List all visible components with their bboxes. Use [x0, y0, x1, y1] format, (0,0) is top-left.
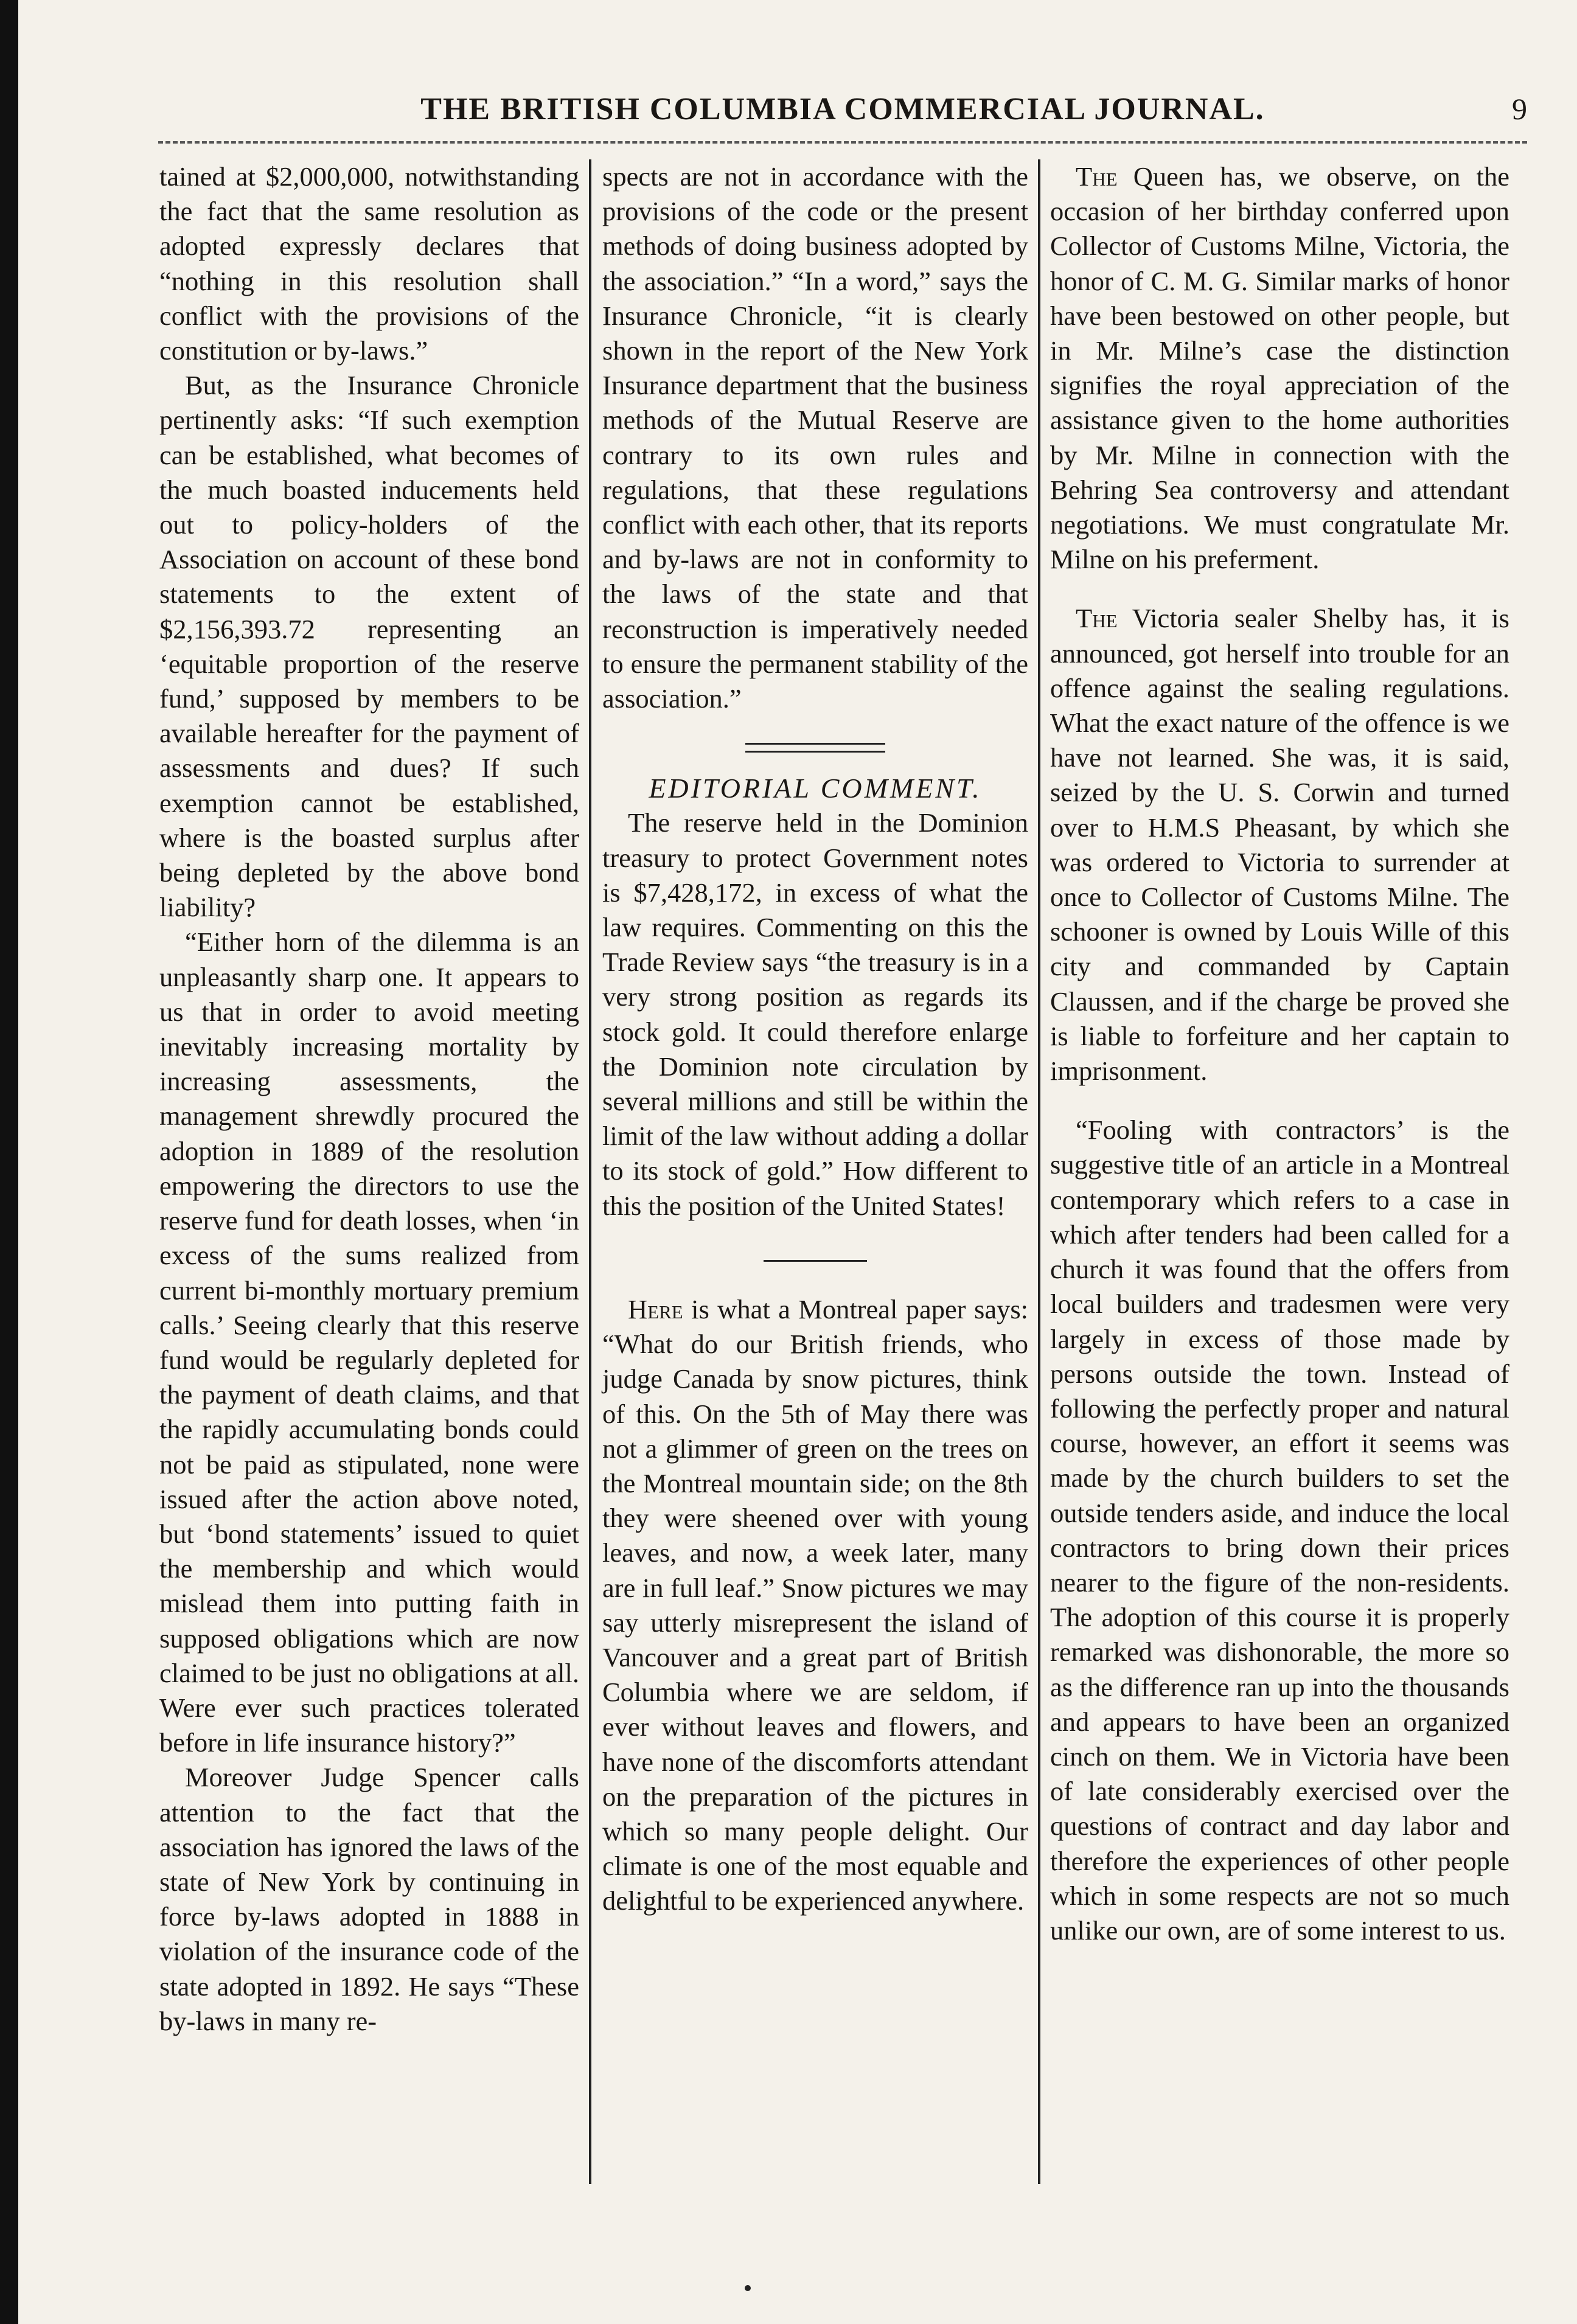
paragraph	[602, 1292, 1028, 1919]
paragraph	[1050, 601, 1509, 1088]
column-1	[159, 159, 579, 2184]
paragraph-lead: The	[1076, 603, 1118, 634]
section-divider	[745, 743, 885, 753]
paragraph-text: is what a Montreal paper says: “What do our British friends, who judge Canada by snow pictures, think of this. On the 5th of May there was not a glimmer of green on the trees on the Montreal mountain side; on the 8th they were sheened over with young leaves, and now, a week later, many are in full leaf.” Snow pictures we may say utterly misrepresent the island of Vancouver and a great part of British Columbia where we are seldom, if ever without leaves and flowers, and have none of the discomforts attendant on the preparation of the pictures in which so many people delight. Our climate is one of the most equable and delightful to be experienced anywhere.	[602, 1293, 1028, 1916]
paragraph: The reserve held in the Dominion treasury to protect Government notes is $7,428,172, in excess of what the law requires. Commenting on this the Trade Review says “the treasury is in a very strong position as regards its stock gold. It could therefore enlarge the Dominion note circulation by several millions and still be within the limit of the law without adding a dollar to its stock of gold.” How different to this the position of the United States!	[602, 807, 1028, 1221]
column-divider	[1038, 159, 1040, 2184]
paragraph: “Either horn of the dilemma is an unpleasantly sharp one. It appears to us that in order to avoid meeting inevitably increasing mortality by increasing assessments, the management shrewdly procured the adoption in 1889 of the resolution empowering the directors to use the reserve fund for death losses, when ‘in excess of the sums realized from current bi-monthly mortuary premium calls.’ Seeing clearly that this reserve fund would be regularly depleted for the payment of death claims, and that the rapidly accumulating bonds could not be paid as stipulated, none were issued after the action above noted, but ‘bond statements’ issued to quiet the membership and which would mislead them into putting faith in supposed obligations which are now claimed to be just no obligations at all. Were ever such practices tolerated before in life insurance history?”	[159, 927, 579, 1758]
paragraph-gap	[1050, 577, 1509, 601]
paragraph	[1050, 159, 1509, 577]
paragraph: But, as the Insurance Chronicle pertinently asks: “If such exemption can be established, what becomes of the much boasted inducements held out to policy-holders of the Association on account of these bond statements to the extent of $2,156,393.72 representing an ‘equitable proportion of the reserve fund,’ supposed by members to be available hereafter for the payment of assessments and dues? If such exemption cannot be established, where is the boasted surplus after being depleted by the above bond liability?	[159, 370, 579, 923]
paragraph: “Fooling with contractors’ is the suggestive title of an article in a Montreal contemporary which refers to a case in which after tenders had been called for a church it was found that the offers from local builders and tradesmen were very largely in excess of those made by persons outside the town. Instead of following the perfectly proper and natural course, however, an effort it seems was made by the church builders to set the outside tenders aside, and induce the local contractors to bring down their prices nearer to the figure of the non-residents. The adoption of this course it is properly remarked was dishonorable, the more so as the difference ran up into the thousands and appears to have been an organized cinch on them. We in Victoria have been of late considerably exercised over the questions of contract and day labor and therefore the experiences of other people which in some respects are not so much unlike our own, are of some interest to us.	[1050, 1115, 1509, 1946]
page-header	[158, 91, 1527, 134]
scan-edge-bar	[0, 0, 18, 2324]
column-divider	[589, 159, 591, 2184]
column-2	[602, 159, 1028, 2184]
header-rule	[158, 141, 1527, 144]
paragraph: Moreover Judge Spencer calls attention to the fact that the association has ignored the laws of the state of New York by continuing in force by-laws adopted in 1888 in violation of the insurance code of the state adopted in 1892. He says “These by-laws in many re-	[159, 1762, 579, 2036]
paragraph-text: Victoria sealer Shelby has, it is announced, got herself into trouble for an offence against the sealing regulations. What the exact nature of the offence is we have not learned. She was, it is said, seized by the U. S. Corwin and turned over to H.M.S Pheasant, by which she was ordered to Victoria to surrender at once to Collector of Customs Milne. The schooner is owned by Louis Wille of this city and commanded by Captain Claussen, and if the charge be proved she is liable to forfeiture and her captain to imprisonment.	[1050, 603, 1509, 1087]
paragraph-gap	[1050, 1088, 1509, 1113]
paragraph: tained at $2,000,000, notwithstanding the fact that the same resolution as adopted expressly declares that “nothing in this resolution shall conflict with the provisions of the constitution or by-laws.”	[159, 161, 579, 366]
journal-title: THE BRITISH COLUMBIA COMMERCIAL JOURNAL.	[420, 92, 1265, 127]
column-3	[1050, 159, 1509, 2184]
section-heading: EDITORIAL COMMENT.	[649, 773, 982, 804]
paragraph-text: Queen has, we observe, on the occasion of her birthday conferred upon Collector of Customs Milne, Victoria, the honor of C. M. G. Similar marks of honor have been bestowed on other people, but in Mr. Milne’s case the distinction signifies the royal appreciation of the assistance given to the home authorities by Mr. Milne in connection with the Behring Sea controversy and attendant negotiations. We must congratulate Mr. Milne on his preferment.	[1050, 161, 1509, 575]
paragraph-lead: Here	[628, 1293, 683, 1324]
paragraph: spects are not in accordance with the provisions of the code or the present methods of doing business adopted by the association.” “In a word,” says the Insurance Chronicle, “it is clearly shown in the report of the New York Insurance department that the business methods of the Mutual Reserve are contrary to its own rules and regulations, that these regulations conflict with each other, that its reports and by-laws are not in conformity to the laws of the state and that reconstruction is imperatively needed to ensure the permanent stability of the association.”	[602, 161, 1028, 714]
paragraph-lead: The	[1076, 161, 1118, 192]
item-divider	[764, 1260, 867, 1262]
page-number: 9	[1512, 92, 1527, 126]
print-mark	[745, 2285, 751, 2291]
